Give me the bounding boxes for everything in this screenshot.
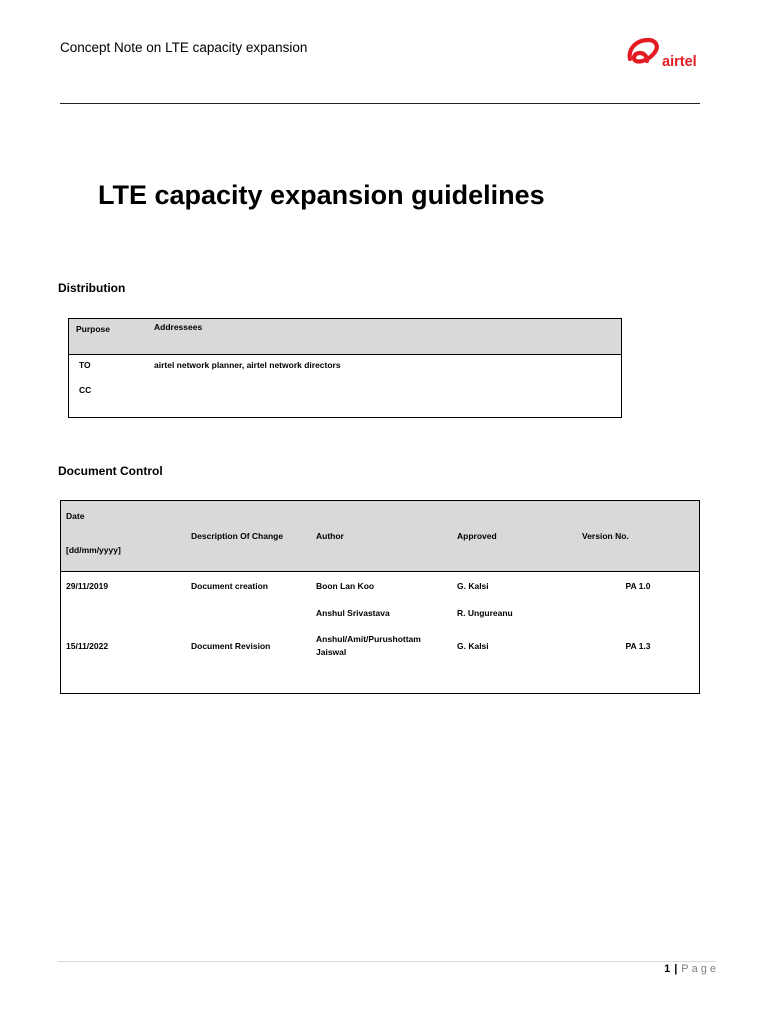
- swirl-inner-loop: [634, 52, 655, 61]
- running-header-title: Concept Note on LTE capacity expansion: [60, 40, 308, 55]
- version-cell: PA 1.0: [625, 580, 651, 591]
- footer-divider: [58, 961, 716, 962]
- author-cell: Anshul Srivastava: [316, 607, 390, 618]
- date-cell: 29/11/2019: [66, 580, 109, 591]
- approved-cell: G. Kalsi: [457, 641, 489, 651]
- table-row: [69, 385, 621, 410]
- document-title: LTE capacity expansion guidelines: [98, 180, 545, 210]
- version-cell: PA 1.3: [625, 641, 651, 651]
- version-cell: [577, 599, 699, 626]
- column-header-purpose: Purpose: [76, 324, 111, 334]
- date-cell: 15/11/2022: [66, 641, 109, 651]
- logo-wordmark: airtel: [662, 54, 697, 70]
- table-row: [61, 599, 699, 626]
- approved-cell: G. Kalsi: [457, 580, 489, 591]
- document-control-table-header: [61, 501, 699, 572]
- column-header-description: Description Of Change: [191, 531, 284, 541]
- table-row: [61, 572, 699, 599]
- table-row: [61, 626, 699, 666]
- date-format-label: [dd/mm/yyyy]: [66, 545, 121, 555]
- column-header-date: [61, 501, 186, 571]
- header-divider: [60, 103, 700, 104]
- date-cell: [61, 599, 186, 626]
- airtel-logo: [626, 36, 700, 72]
- addressees-cell: airtel network planner, airtel network directors: [154, 360, 341, 370]
- distribution-table: [68, 318, 622, 418]
- page-label: Page: [681, 963, 719, 975]
- addressees-cell: [147, 385, 621, 410]
- description-cell: Document creation: [191, 580, 268, 591]
- airtel-swirl-icon: [630, 40, 657, 61]
- column-header-version: Version No.: [582, 531, 629, 541]
- table-row: [69, 360, 621, 385]
- document-control-heading: Document Control: [58, 464, 163, 478]
- page-number: 1: [664, 963, 671, 975]
- description-cell: [186, 599, 311, 626]
- distribution-table-body: [69, 355, 621, 410]
- approved-cell: R. Ungureanu: [457, 607, 513, 618]
- distribution-table-header: [69, 319, 621, 355]
- footer-separator: |: [674, 963, 678, 975]
- column-header-approved: Approved: [457, 531, 497, 541]
- purpose-cell: CC: [79, 385, 92, 395]
- document-control-table: [60, 500, 700, 694]
- column-header-author: Author: [316, 531, 344, 541]
- column-header-addressees: Addressees: [154, 322, 203, 332]
- author-cell: Anshul/Amit/Purushottam Jaiswal: [316, 634, 421, 657]
- description-cell: Document Revision: [191, 641, 271, 651]
- author-cell: Boon Lan Koo: [316, 580, 375, 591]
- page-footer: [664, 963, 719, 975]
- distribution-heading: Distribution: [58, 281, 126, 295]
- purpose-cell: TO: [79, 360, 91, 370]
- date-label: Date: [66, 511, 85, 521]
